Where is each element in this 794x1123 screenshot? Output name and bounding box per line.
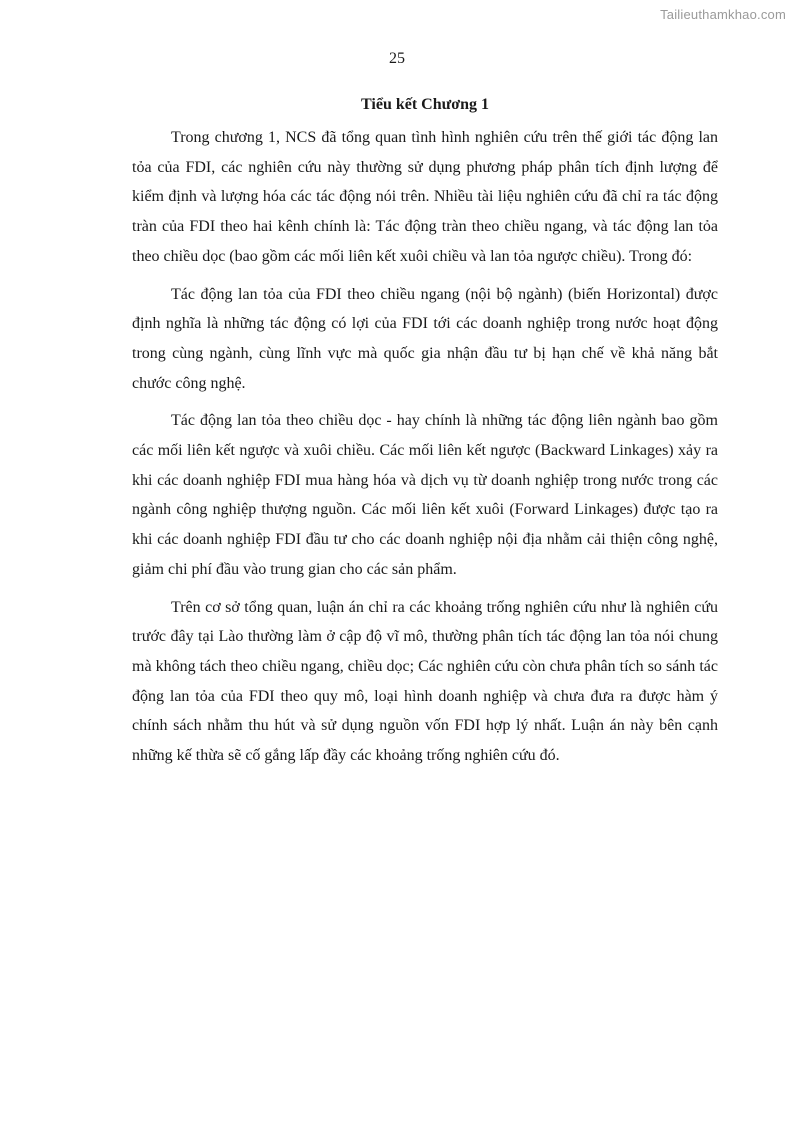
chapter-summary-title: Tiểu kết Chương 1: [361, 96, 489, 113]
document-body: [132, 93, 718, 779]
watermark: Tailieuthamkhao.com: [660, 7, 786, 22]
paragraph-horizontal-spillover: Tác động lan tỏa của FDI theo chiều ngang (nội bộ ngành) (biến Horizontal) được định nghĩa là những tác động có lợi của FDI tới các doanh nghiệp trong nước hoạt động trong cùng ngành, cùng lĩnh vực mà quốc gia nhận đầu tư bị hạn chế về khả năng bắt chước công nghệ.: [132, 285, 718, 392]
paragraph-vertical-spillover: Tác động lan tỏa theo chiều dọc - hay chính là những tác động liên ngành bao gồm các mối liên kết ngược và xuôi chiều. Các mối liên kết ngược (Backward Linkages) xảy ra khi các doanh nghiệp FDI mua hàng hóa và dịch vụ từ doanh nghiệp trong nước trong các ngành công nghiệp thượng nguồn. Các mối liên kết xuôi (Forward Linkages) được tạo ra khi các doanh nghiệp FDI đầu tư cho các doanh nghiệp nội địa nhằm cải thiện công nghệ, giảm chi phí đầu vào trung gian cho các sản phẩm.: [132, 412, 718, 578]
paragraph-research-gaps: Trên cơ sở tổng quan, luận án chỉ ra các khoảng trống nghiên cứu như là nghiên cứu trước đây tại Lào thường làm ở cập độ vĩ mô, thường phân tích tác động lan tỏa nói chung mà không tách theo chiều ngang, chiều dọc; Các nghiên cứu còn chưa phân tích so sánh tác động lan tỏa của FDI theo quy mô, loại hình doanh nghiệp và chưa đưa ra được hàm ý chính sách nhằm thu hút và sử dụng nguồn vốn FDI hợp lý nhất. Luận án này bên cạnh những kế thừa sẽ cố gắng lấp đầy các khoảng trống nghiên cứu đó.: [132, 598, 718, 765]
page-number: 25: [389, 50, 405, 67]
paragraph-overview: Trong chương 1, NCS đã tổng quan tình hình nghiên cứu trên thế giới tác động lan tỏa của FDI, các nghiên cứu này thường sử dụng phương pháp phân tích định lượng để kiểm định và lượng hóa các tác động nói trên. Nhiều tài liệu nghiên cứu đã chỉ ra tác động tràn của FDI theo hai kênh chính là: Tác động tràn theo chiều ngang, và tác động lan tỏa theo chiều dọc (bao gồm các mối liên kết xuôi chiều và lan tỏa ngược chiều). Trong đó:: [132, 129, 718, 265]
